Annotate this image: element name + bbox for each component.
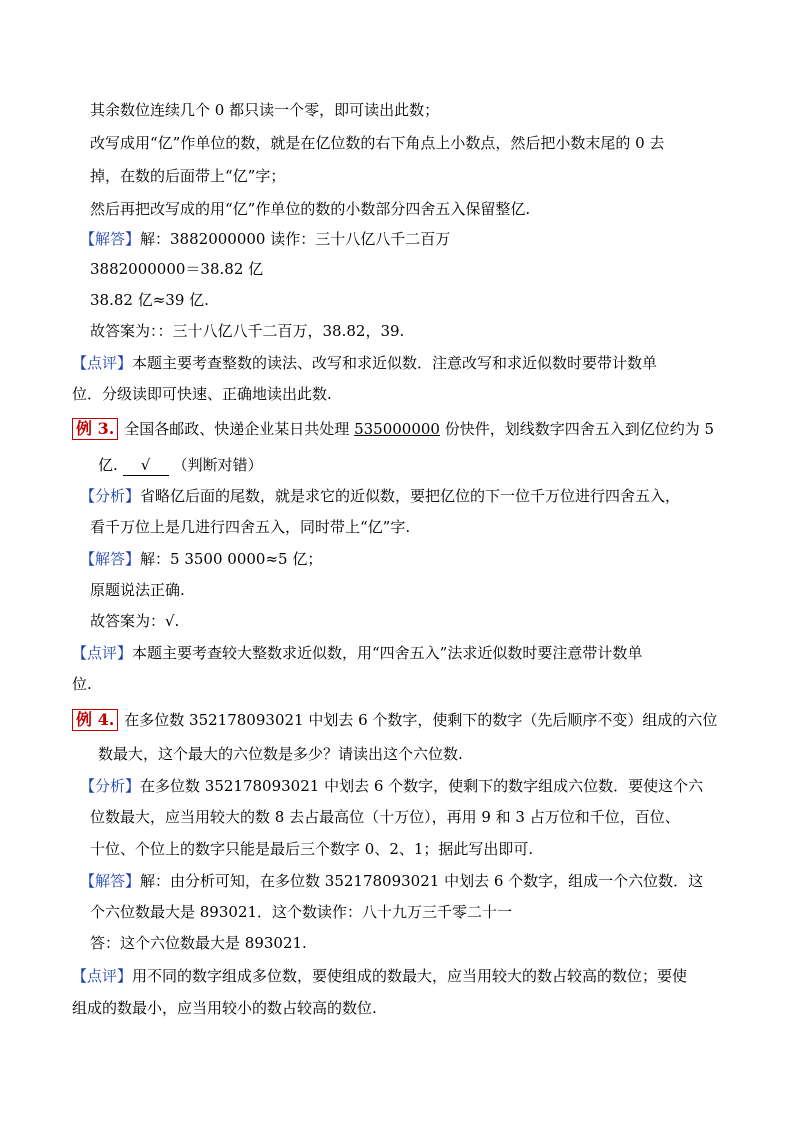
- answer-line: 故答案为：√.: [90, 612, 180, 630]
- answer-line: 个六位数最大是 893021．这个数读作：八十九万三千零二十一: [90, 903, 513, 921]
- answer-line: 解：5 3500 0000≈5 亿；: [140, 550, 323, 568]
- example-3-label: 例 3.: [72, 418, 118, 440]
- answer-line: 3882000000＝38.82 亿: [90, 260, 264, 278]
- analysis-line: 看千万位上是几进行四舍五入，同时带上“亿”字.: [90, 518, 411, 536]
- example-4-question: [72, 709, 717, 731]
- answer-line: 原题说法正确.: [90, 581, 185, 599]
- analysis-block: [80, 776, 703, 796]
- question-text: 份快件，划线数字四舍五入到亿位约为 5: [439, 420, 715, 438]
- answer-line: 解：由分析可知，在多位数 352178093021 中划去 6 个数字，组成一个六位数．这: [140, 872, 704, 890]
- answer-line: 答：这个六位数最大是 893021.: [90, 934, 307, 952]
- text-line: 掉，在数的后面带上“亿”字；: [90, 167, 286, 185]
- analysis-line: 省略亿后面的尾数，就是求它的近似数，要把亿位的下一位千万位进行四舍五入，: [140, 487, 681, 505]
- question-text: 全国各邮政、快递企业某日共处理: [124, 420, 355, 438]
- analysis-line: 十位、个位上的数字只能是最后三个数字 0、2、1；据此写出即可.: [90, 840, 534, 858]
- answer-line: 故答案为：：三十八亿八千二百万，38.82，39.: [90, 322, 405, 340]
- analysis-line: 位数最大，应当用较大的数 8 去占最高位（十万位），再用 9 和 3 占万位和千位，百位、: [90, 808, 680, 826]
- answer-tag: 【解答】: [80, 872, 141, 890]
- analysis-tag: 【分析】: [80, 487, 141, 505]
- example-4-label: 例 4.: [72, 709, 118, 731]
- comment-tag: 【点评】: [72, 354, 133, 372]
- question-text: （判断对错）: [172, 456, 263, 474]
- comment-block: [72, 353, 657, 373]
- answer-block: [80, 871, 703, 891]
- comment-line: 本题主要考查整数的读法、改写和求近似数．注意改写和求近似数时要带计数单: [132, 354, 658, 372]
- example-3-question-line2: [98, 455, 263, 476]
- comment-line: 位．分级读即可快速、正确地读出此数.: [72, 385, 332, 403]
- answer-tag: 【解答】: [80, 550, 141, 568]
- text-line: 然后再把改写成的用“亿”作单位的数的小数部分四舍五入保留整亿.: [90, 200, 531, 218]
- answer-tag: 【解答】: [80, 230, 141, 248]
- answer-line: 38.82 亿≈39 亿.: [90, 291, 209, 309]
- comment-tag: 【点评】: [72, 644, 133, 662]
- question-text: 数最大，这个最大的六位数是多少？请读出这个六位数.: [98, 745, 463, 763]
- answer-block: [80, 549, 322, 569]
- text-line: 其余数位连续几个 0 都只读一个零，即可读出此数；: [90, 101, 440, 119]
- answer-block: [80, 229, 450, 249]
- analysis-block: [80, 486, 680, 506]
- answer-blank: √: [123, 455, 169, 476]
- comment-tag: 【点评】: [72, 967, 133, 985]
- comment-block: [72, 643, 642, 663]
- question-text: 在多位数 352178093021 中划去 6 个数字，使剩下的数字（先后顺序不变）组成的六位: [124, 711, 718, 729]
- comment-line: 用不同的数字组成多位数，要使组成的数最大，应当用较大的数占较高的数位；要使: [132, 967, 688, 985]
- underlined-number: 535000000: [354, 420, 440, 438]
- comment-line: 本题主要考查较大整数求近似数，用“四舍五入”法求近似数时要注意带计数单: [132, 644, 643, 662]
- comment-line: 组成的数最小，应当用较小的数占较高的数位.: [72, 999, 377, 1017]
- example-3-question: [72, 418, 714, 440]
- analysis-line: 在多位数 352178093021 中划去 6 个数字，使剩下的数字组成六位数．要使这个六: [140, 777, 704, 795]
- analysis-tag: 【分析】: [80, 777, 141, 795]
- text-line: 改写成用“亿”作单位的数，就是在亿位数的右下角点上小数点，然后把小数末尾的 0 去: [90, 134, 665, 152]
- answer-line: 解：3882000000 读作：三十八亿八千二百万: [140, 230, 451, 248]
- comment-block: [72, 966, 687, 986]
- comment-line: 位.: [72, 675, 92, 693]
- question-text: 亿.: [98, 456, 118, 474]
